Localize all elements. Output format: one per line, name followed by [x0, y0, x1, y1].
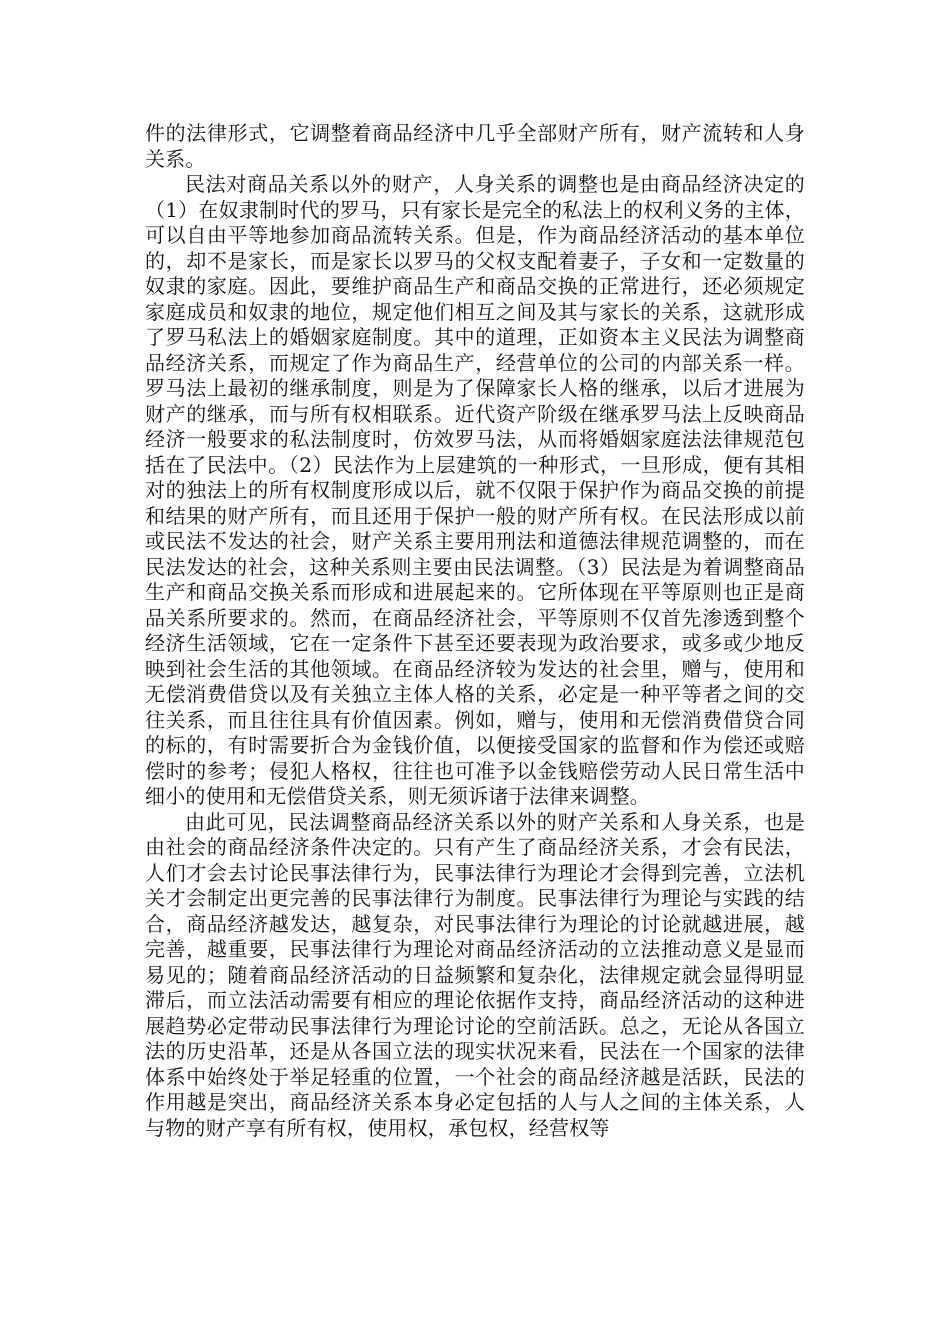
paragraph-property-personal-relations: 民法对商品关系以外的财产，人身关系的调整也是由商品经济决定的（1）在奴隶制时代的罗马，只有家长是完全的私法上的权利义务的主体，可以自由平等地参加商品流转关系。但是，作为商品经济活动的基本单位的，却不是家长，而是家长以罗马的父权支配着妻子，子女和一定数量的奴隶的家庭。因此，要维护商品生产和商品交换的正常进行，还必须规定家庭成员和奴隶的地位，规定他们相互之间及其与家长的关系，这就形成了罗马私法上的婚姻家庭制度。其中的道理，正如资本主义民法为调整商品经济关系，而规定了作为商品生产，经营单位的公司的内部关系一样。罗马法上最初的继承制度，则是为了保障家长人格的继承，以后才进展为财产的继承，而与所有权相联系。近代资产阶级在继承罗马法上反映商品经济一般要求的私法制度时，仿效罗马法，从而将婚姻家庭法法律规范包括在了民法中。（2）民法作为上层建筑的一种形式，一旦形成，便有其相对的独法上的所有权制度形成以后，就不仅限于保护作为商品交换的前提和结果的财产所有，而且还用于保护一般的财产所有权。在民法形成以前或民法不发达的社会，财产关系主要用刑法和道德法律规范调整的，而在民法发达的社会，这种关系则主要由民法调整。（3）民法是为着调整商品生产和商品交换关系而形成和进展起来的。它所体现在平等原则也正是商品关系所要求的。然而，在商品经济社会，平等原则不仅首先渗透到整个经济生活领域，它在一定条件下甚至还要表现为政治要求，或多或少地反映到社会生活的其他领域。在商品经济较为发达的社会里，赠与，使用和无偿消费借贷以及有关独立主体人格的关系，必定是一种平等者之间的交往关系，而且往往具有价值因素。例如，赠与，使用和无偿消费借贷合同的标的，有时需要折合为金钱价值，以便接受国家的监督和作为偿还或赔偿时的参考；侵犯人格权，往往也可准予以金钱赔偿劳动人民日常生活中细小的使用和无偿借贷关系，则无须诉诸于法律来调整。 — [145, 172, 805, 808]
paragraph-conclusion: 由此可见，民法调整商品经济关系以外的财产关系和人身关系，也是由社会的商品经济条件决定的。只有产生了商品经济关系，才会有民法，人们才会去讨论民事法律行为，民事法律行为理论才会得到完善，立法机关才会制定出更完善的民事法律行为制度。民事法律行为理论与实践的结合，商品经济越发达，越复杂，对民事法律行为理论的讨论就越进展，越完善，越重要，民事法律行为理论对商品经济活动的立法推动意义是显而易见的；随着商品经济活动的日益频繁和复杂化，法律规定就会显得明显滞后，而立法活动需要有相应的理论依据作支持，商品经济活动的这种进展趋势必定带动民事法律行为理论讨论的空前活跃。总之，无论从各国立法的历史沿革，还是从各国立法的现实状况来看，民法在一个国家的法律体系中始终处于举足轻重的位置，一个社会的商品经济越是活跃，民法的作用越是突出，商品经济关系本身必定包括的人与人之间的主体关系，人与物的财产享有所有权，使用权，承包权，经营权等 — [145, 809, 805, 1140]
document-body — [145, 121, 805, 1141]
paragraph-continuation: 件的法律形式，它调整着商品经济中几乎全部财产所有，财产流转和人身关系。 — [145, 121, 805, 171]
